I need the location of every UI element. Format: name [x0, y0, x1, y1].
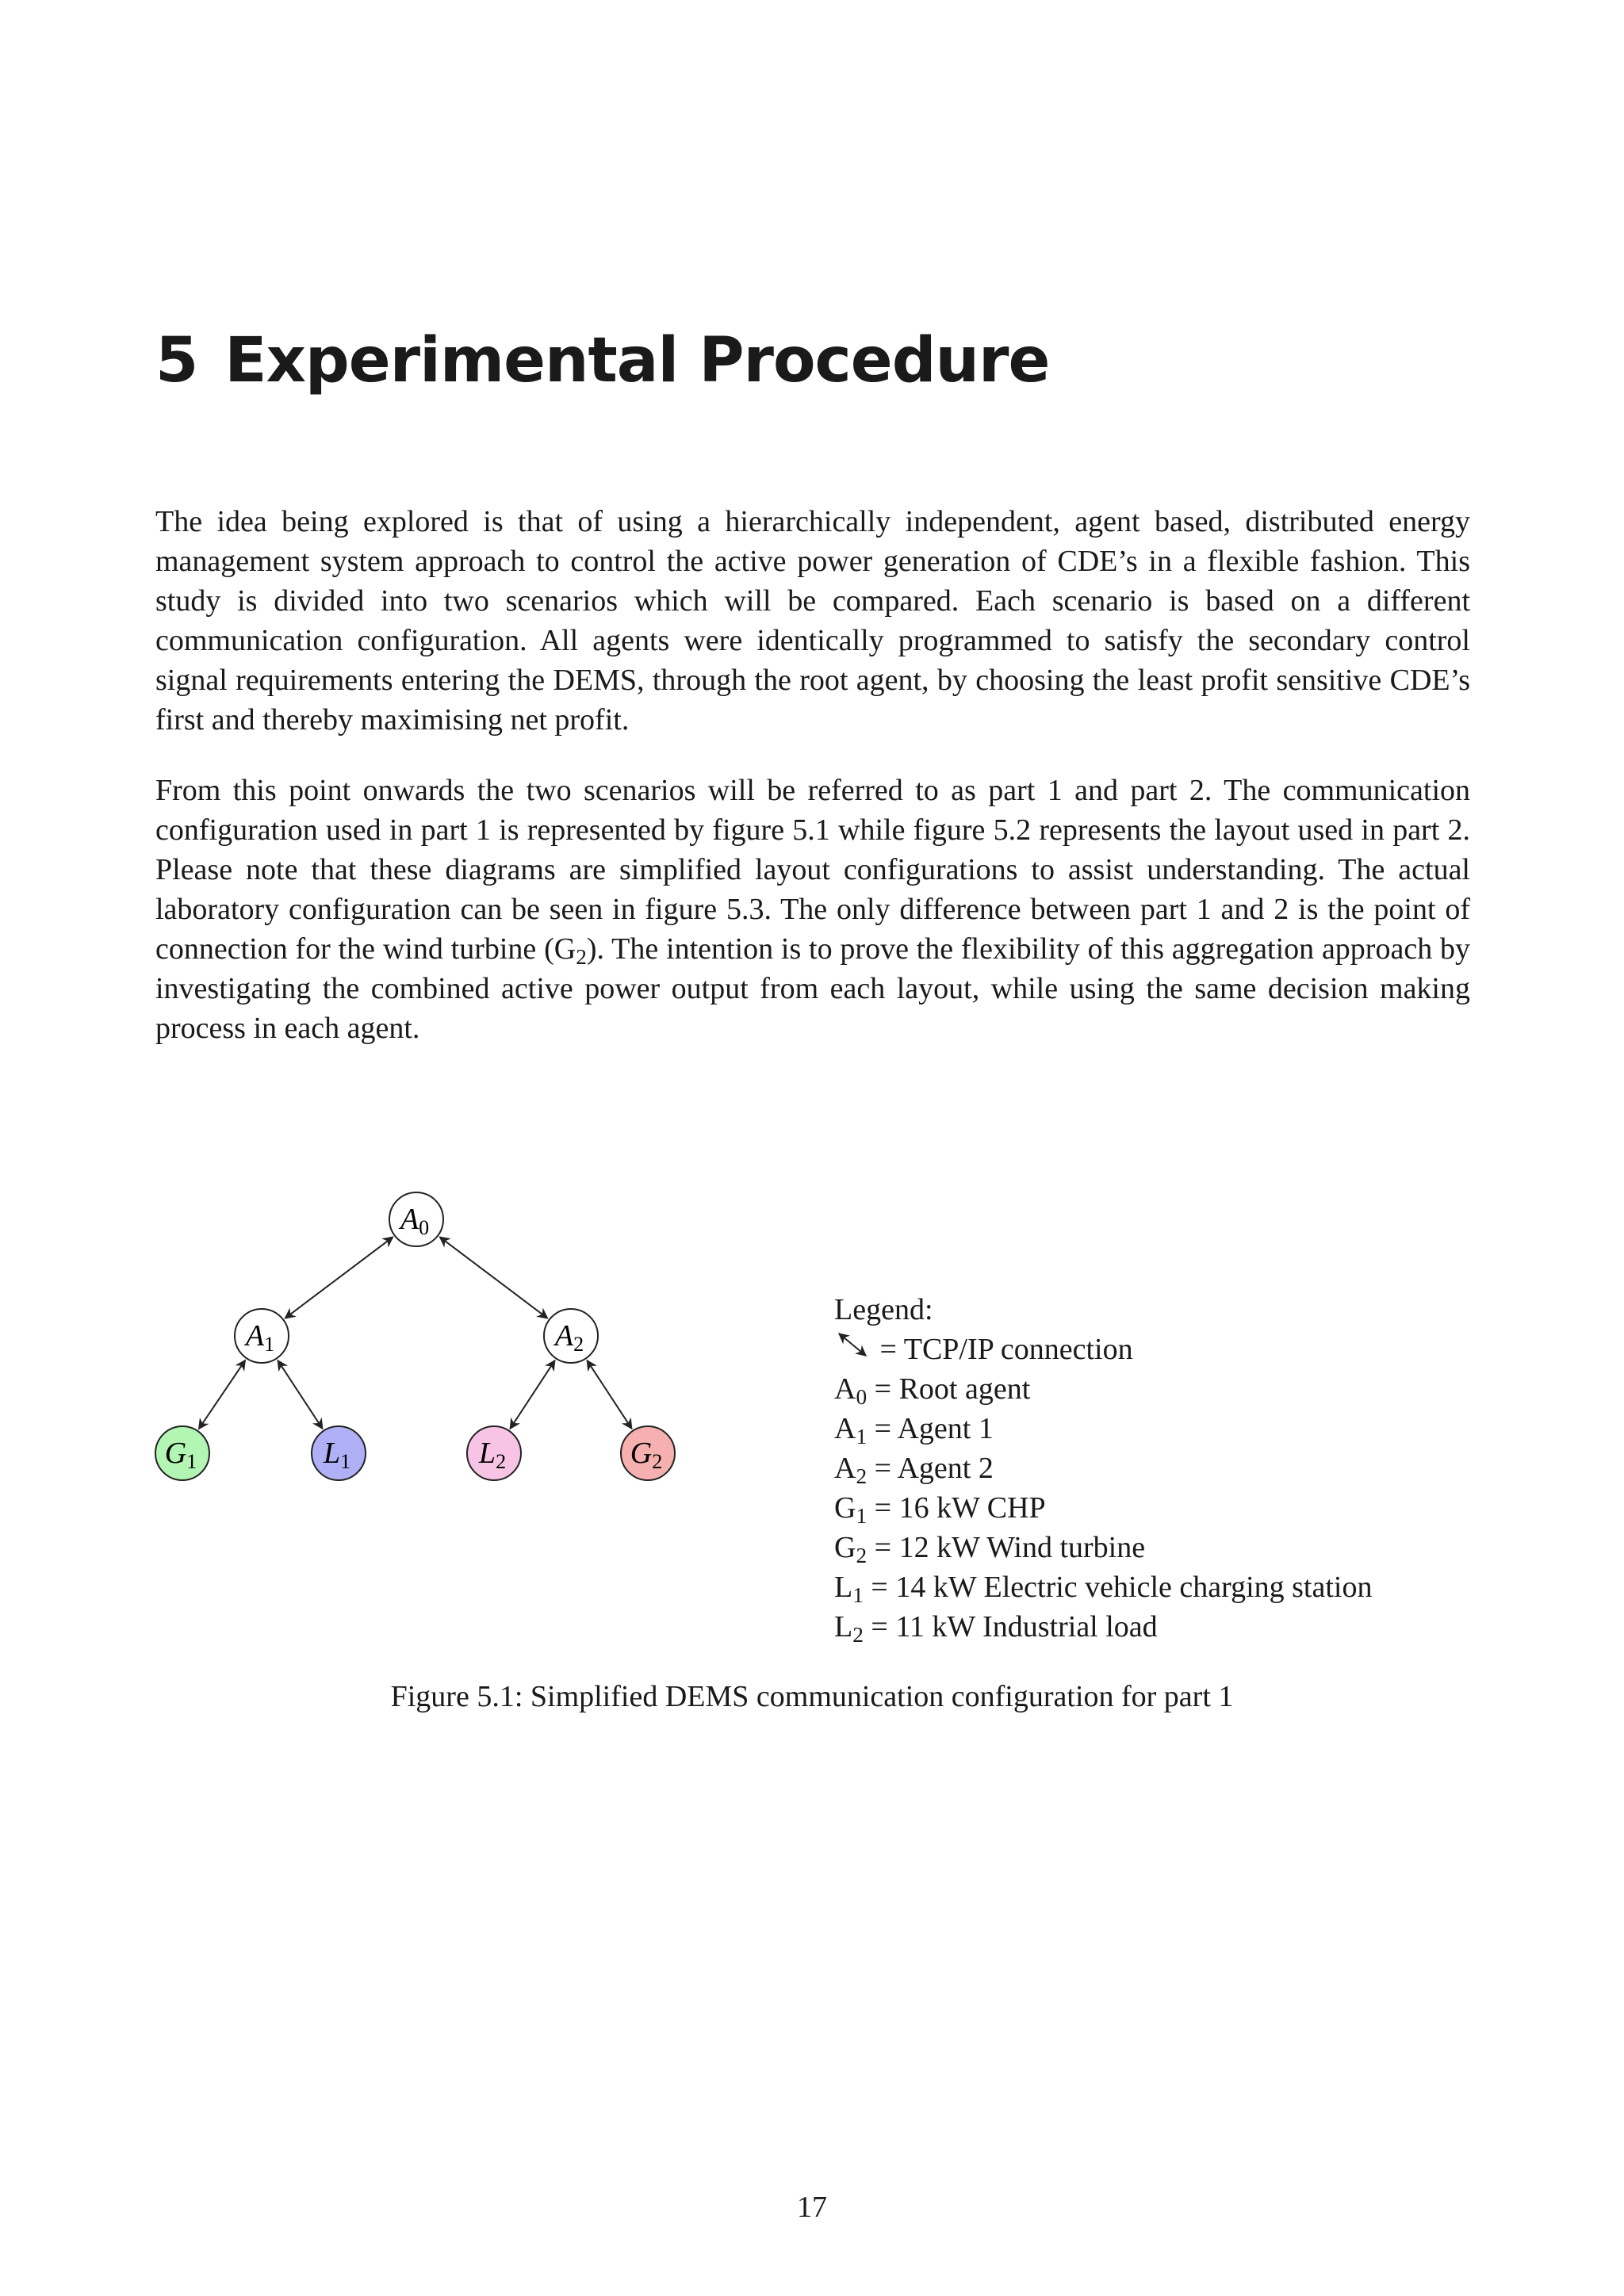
legend-text: = Root agent — [867, 1372, 1031, 1406]
figure-caption: Figure 5.1: Simplified DEMS communication configuration for part 1 — [390, 1680, 1234, 1713]
legend-symbol-subscript: 1 — [856, 1424, 868, 1448]
legend-item — [834, 1488, 1372, 1528]
legend-symbol-subscript: 1 — [856, 1503, 868, 1528]
edge-A1-G1 — [199, 1360, 246, 1429]
chapter-title-text: Experimental Procedure — [224, 325, 1050, 396]
paragraph-2-text-b: ). The intention is to prove the flexibility of this aggregation approach by investigating the combined active power output from each layout, while using the same decision making process in each agent. — [155, 932, 1470, 1045]
legend-symbol: L — [834, 1610, 853, 1644]
legend-text: = 11 kW Industrial load — [863, 1610, 1158, 1644]
edge-A0-A1 — [285, 1237, 393, 1318]
legend-item — [834, 1567, 1372, 1607]
legend-title: Legend: — [834, 1293, 933, 1326]
dems-diagram — [143, 1181, 714, 1498]
legend-symbol-subscript: 2 — [856, 1464, 868, 1488]
node-label-A2: A2 — [554, 1319, 584, 1356]
legend-text: = 16 kW CHP — [867, 1491, 1046, 1525]
edge-A0-A2 — [440, 1237, 548, 1318]
edge-A1-L1 — [278, 1360, 322, 1429]
page-number: 17 — [797, 2191, 827, 2224]
legend-item — [834, 1330, 1372, 1369]
legend-symbol: L — [834, 1571, 853, 1604]
legend-symbol-subscript: 1 — [852, 1582, 864, 1607]
chapter-number: 5 — [155, 325, 198, 396]
diagram-legend — [834, 1290, 1372, 1647]
node-L2 — [467, 1426, 521, 1480]
legend-symbol: G — [834, 1491, 856, 1525]
paragraph-1: The idea being explored is that of using a hierarchically independent, agent based, distributed energy management system approach to control the active power generation of CDE’s in a flexible fashion. This study is divided into two scenarios which will be compared. Each scenario is based on a different communication configuration. All agents were identically programmed to satisfy the secondary control signal requirements entering the DEMS, through the root agent, by choosing the least profit sensitive CDE’s first and thereby maximising net profit. — [155, 505, 1470, 737]
legend-items — [834, 1330, 1372, 1647]
node-label-G2: G2 — [630, 1437, 663, 1473]
legend-text: = Agent 2 — [867, 1452, 994, 1485]
chapter-title — [155, 325, 1049, 396]
legend-item — [834, 1607, 1372, 1647]
legend-symbol-subscript: 2 — [852, 1622, 864, 1647]
paragraph-2 — [155, 771, 1470, 1048]
legend-item — [834, 1369, 1372, 1409]
diagram-nodes — [155, 1192, 675, 1480]
legend-text: = 14 kW Electric vehicle charging station — [863, 1571, 1373, 1604]
node-G2 — [621, 1426, 675, 1480]
legend-symbol: A — [834, 1372, 856, 1406]
legend-symbol-subscript: 2 — [856, 1543, 868, 1567]
legend-item — [834, 1528, 1372, 1567]
double-arrow-icon — [834, 1330, 872, 1360]
node-A0 — [389, 1192, 443, 1246]
legend-text: = TCP/IP connection — [872, 1333, 1133, 1366]
legend-symbol: A — [834, 1452, 856, 1485]
node-label-L2: L2 — [478, 1437, 507, 1473]
node-G1 — [155, 1426, 209, 1480]
node-L1 — [312, 1426, 366, 1480]
node-label-G1: G1 — [164, 1437, 197, 1473]
edge-A2-L2 — [510, 1360, 554, 1429]
node-label-L1: L1 — [323, 1437, 351, 1473]
legend-text: = Agent 1 — [867, 1412, 994, 1445]
paragraph-2-text-a: From this point onwards the two scenarios will be referred to as part 1 and part 2. The communication configuration used in part 1 is represented by figure 5.1 while figure 5.2 represents the layout used in part 2. Please note that these diagrams are simplified layout configurations to assist understanding. The actual laboratory configuration can be seen in figure 5.3. The only difference between part 1 and 2 is the point of connection for the wind turbine (G — [155, 774, 1470, 966]
node-label-A1: A1 — [245, 1319, 275, 1356]
edge-A2-G2 — [587, 1360, 631, 1429]
legend-symbol: G — [834, 1531, 856, 1564]
legend-item — [834, 1409, 1372, 1448]
paragraph-2-subscript: 2 — [576, 944, 587, 969]
legend-item — [834, 1448, 1372, 1488]
legend-symbol: A — [834, 1412, 856, 1445]
node-label-A0: A0 — [400, 1203, 430, 1239]
node-A2 — [544, 1309, 598, 1363]
legend-symbol-subscript: 0 — [856, 1384, 868, 1409]
node-A1 — [235, 1309, 289, 1363]
legend-text: = 12 kW Wind turbine — [867, 1531, 1146, 1564]
